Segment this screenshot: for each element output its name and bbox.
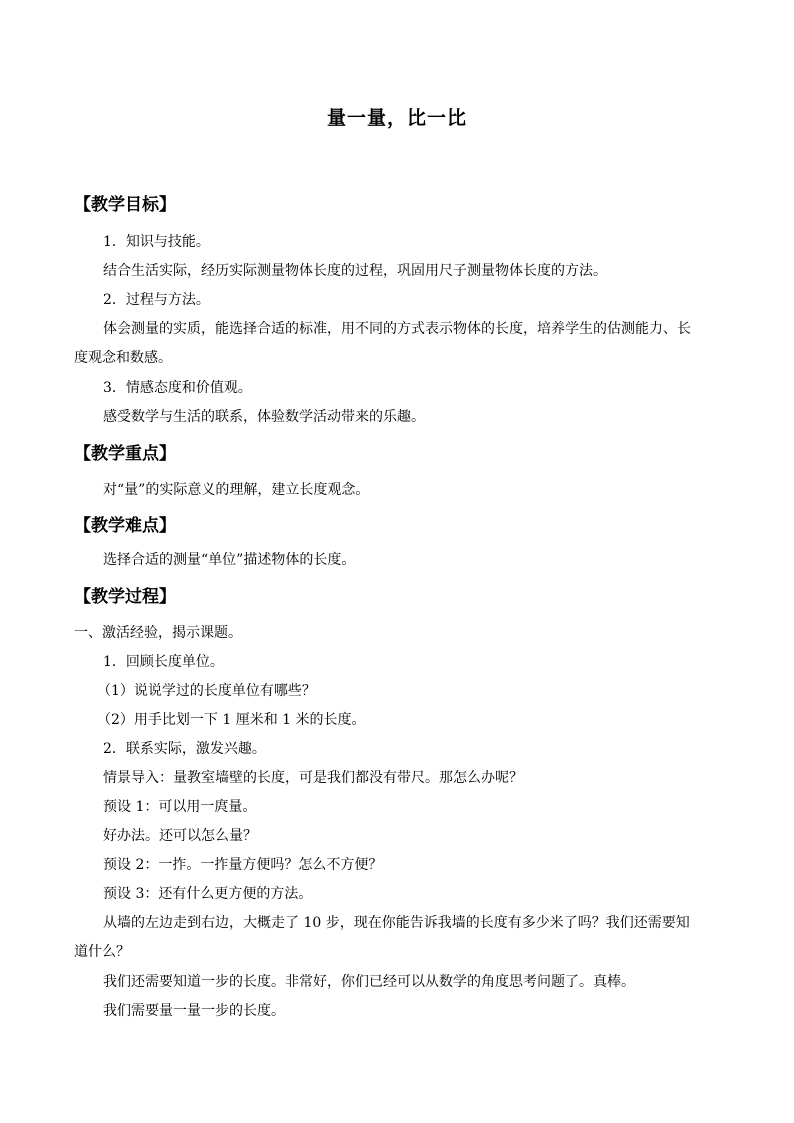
process-line-2: （1）说说学过的长度单位有哪些？ [97,683,316,699]
process-line-8: 预设 2：一拃。一拃量方便吗？怎么不方便？ [103,857,383,873]
objective-item-1: 1．知识与技能。 [103,234,210,250]
process-part-one: 一、激活经验，揭示课题。 [74,625,242,641]
process-line-7: 好办法。还可以怎么量？ [103,828,257,844]
section-heading-process: 【教学过程】 [74,587,176,607]
objective-item-2: 结合生活实际，经历实际测量物体长度的过程，巩固用尺子测量物体长度的方法。 [103,263,607,279]
section-heading-objectives: 【教学目标】 [74,195,176,215]
process-line-10: 从墙的左边走到右边，大概走了 10 步，现在你能告诉我墙的长度有多少米了吗？我们还需要知道什么？ [74,915,690,960]
process-line-4: 2．联系实际，激发兴趣。 [103,741,266,757]
page-title: 量一量，比一比 [326,107,467,129]
objective-item-5: 3．情感态度和价值观。 [103,380,252,396]
objective-item-6: 感受数学与生活的联系，体验数学活动带来的乐趣。 [103,409,425,425]
process-line-1: 1．回顾长度单位。 [103,654,224,670]
process-line-6: 预设 1：可以用一庹量。 [103,799,257,815]
process-line-9: 预设 3：还有什么更方便的方法。 [103,886,313,902]
process-line-11: 我们还需要知道一步的长度。非常好，你们已经可以从数学的角度思考问题了。真棒。 [103,974,635,990]
process-line-12: 我们需要量一量一步的长度。 [103,1003,285,1019]
process-line-5: 情景导入：量教室墙壁的长度，可是我们都没有带尺。那怎么办呢？ [103,770,523,786]
difficulties-text: 选择合适的测量“单位”描述物体的长度。 [103,552,356,568]
process-line-3: （2）用手比划一下 1 厘米和 1 米的长度。 [97,712,366,728]
objective-item-4: 体会测量的实质，能选择合适的标准，用不同的方式表示物体的长度，培养学生的估测能力、长度观念和数感。 [74,321,691,366]
key-points-text: 对“量”的实际意义的理解，建立长度观念。 [103,482,370,498]
section-heading-key-points: 【教学重点】 [74,444,176,464]
section-heading-difficulties: 【教学难点】 [74,516,176,536]
objective-item-3: 2．过程与方法。 [103,292,210,308]
